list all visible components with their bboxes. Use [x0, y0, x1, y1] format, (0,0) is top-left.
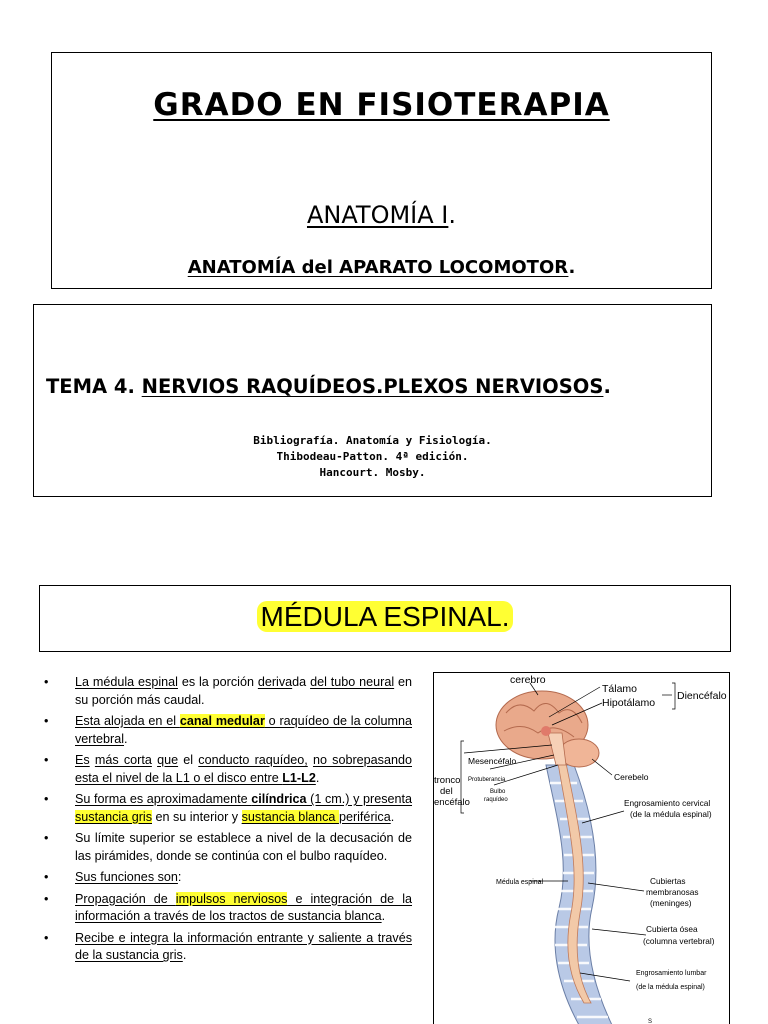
label-bulbo-2: raquídeo	[484, 797, 508, 803]
title-box	[51, 52, 712, 289]
label-mesencefalo: Mesencéfalo	[468, 756, 517, 766]
list-item: • Propagación de impulsos nerviosos e integración de la información a través de los tractos de sustancia blanca.	[40, 891, 412, 926]
label-cubiertas-1: Cubiertas	[650, 876, 686, 886]
label-engrosamiento-lumbar-1: Engrosamiento lumbar	[636, 970, 707, 977]
bibliography-line: Hancourt. Mosby.	[319, 466, 426, 479]
subject-title: ANATOMÍA I.	[306, 201, 457, 229]
label-diencefalo: Diencéfalo	[677, 690, 727, 702]
label-tronco-3: encéfalo	[434, 797, 470, 808]
spinal-cord-figure	[433, 672, 730, 1024]
bibliography-line: Thibodeau-Patton. 4ª edición.	[276, 450, 469, 463]
label-cubierta-osea-2: (columna vertebral)	[643, 936, 715, 946]
label-talamo: Tálamo	[602, 683, 638, 695]
label-medula-espinal: Médula espinal	[496, 879, 544, 886]
label-tronco-2: del	[440, 786, 453, 797]
label-cubierta-osea-1: Cubierta ósea	[646, 924, 698, 934]
list-item: • Su límite superior se establece a nivel de la decusación de las pirámides, donde se continúa con el bulbo raquídeo.	[40, 830, 412, 865]
topic-box	[33, 304, 712, 497]
topic-title: TEMA 4. NERVIOS RAQUÍDEOS.PLEXOS NERVIOSOS.	[46, 375, 611, 398]
label-tronco-1: tronco	[434, 775, 461, 786]
list-item: • Esta alojada en el canal medular o raquídeo de la columna vertebral.	[40, 713, 412, 748]
bibliography-line: Bibliografía. Anatomía y Fisiología.	[253, 434, 492, 447]
label-engrosamiento-cervical-2: (de la médula espinal)	[630, 809, 712, 819]
label-cerebro: cerebro	[510, 674, 546, 686]
bullet-list	[40, 674, 412, 969]
label-protuberancia: Protuberancia	[468, 777, 506, 783]
course-title: ANATOMÍA del APARATO LOCOMOTOR.	[187, 257, 576, 278]
label-engrosamiento-lumbar-2: (de la médula espinal)	[636, 984, 705, 991]
bibliography	[34, 433, 711, 481]
list-item: • Su forma es aproximadamente cilíndrica (1 cm.) y presenta sustancia gris en su interior y sustancia blanca periférica.	[40, 791, 412, 826]
degree-title: GRADO EN FISIOTERAPIA	[153, 87, 610, 123]
spinal-cord-illustration	[434, 673, 730, 1024]
section-title: MÉDULA ESPINAL.	[40, 601, 730, 633]
label-cerebelo: Cerebelo	[614, 772, 649, 782]
label-bulbo-1: Bulbo	[490, 789, 506, 795]
section-box	[39, 585, 731, 652]
list-item: • Recibe e integra la información entrante y saliente a través de la sustancia gris.	[40, 930, 412, 965]
label-engrosamiento-cervical-1: Engrosamiento cervical	[624, 798, 711, 808]
label-cubiertas-2: membranosas	[646, 887, 699, 897]
list-item: • La médula espinal es la porción derivada del tubo neural en su porción más caudal.	[40, 674, 412, 709]
label-cubiertas-3: (meninges)	[650, 898, 692, 908]
label-hipotalamo: Hipotálamo	[602, 697, 656, 709]
list-item: • Es más corta que el conducto raquídeo, no sobrepasando esta el nivel de la L1 o el disco entre L1-L2.	[40, 752, 412, 787]
label-s: S	[648, 1019, 653, 1024]
list-item: • Sus funciones son:	[40, 869, 412, 887]
